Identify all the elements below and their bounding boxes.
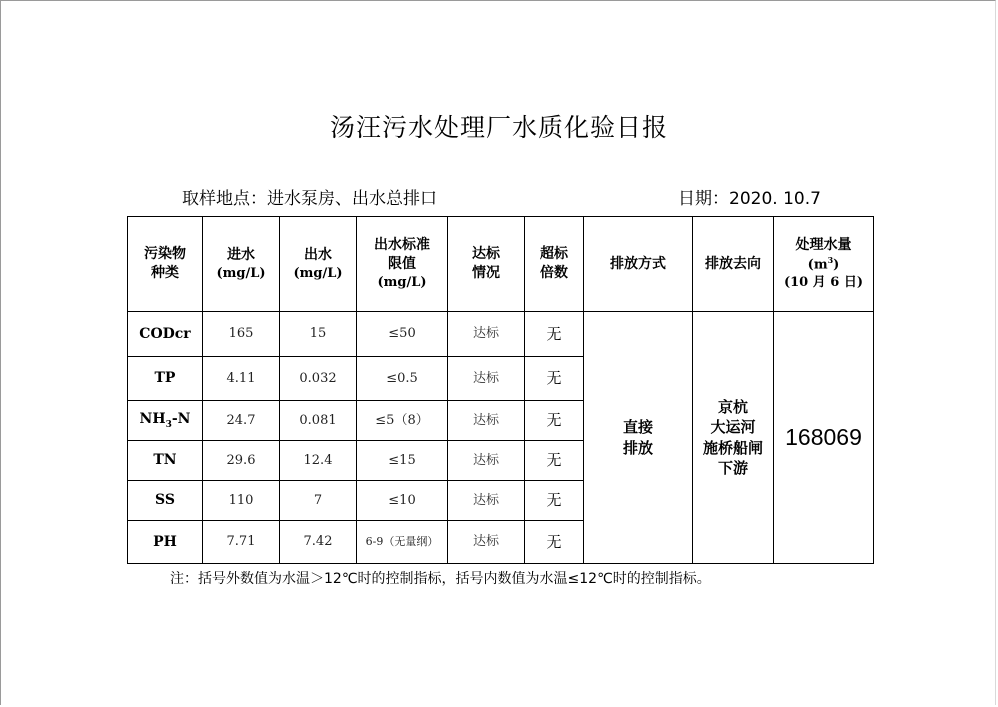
header-discharge-destination: 排放去向 xyxy=(693,217,774,312)
inflow-value: 4.11 xyxy=(203,357,280,401)
limit-value: 6-9（无量纲） xyxy=(357,521,448,564)
table-row xyxy=(128,312,874,357)
header-volume-unit xyxy=(774,255,873,274)
report-title: 汤汪污水处理厂水质化验日报 xyxy=(329,113,668,142)
inflow-value: 29.6 xyxy=(203,441,280,481)
header-volume-date: (10 月 6 日) xyxy=(783,275,864,291)
header-pollutant xyxy=(128,217,203,312)
discharge-method xyxy=(584,312,693,564)
excess-value: 无 xyxy=(525,481,584,521)
compliance-status: 达标 xyxy=(448,521,525,564)
inflow-value: 7.71 xyxy=(203,521,280,564)
header-row xyxy=(128,217,874,312)
compliance-status: 达标 xyxy=(448,481,525,521)
pollutant-name-suffix: -N xyxy=(171,411,191,428)
inflow-value: 165 xyxy=(203,312,280,357)
discharge-method-line2: 排放 xyxy=(622,438,653,457)
compliance-status: 达标 xyxy=(448,401,525,441)
inflow-value: 110 xyxy=(203,481,280,521)
header-limit-line1: 出水标准 xyxy=(374,237,430,254)
header-outflow-unit: (mg/L) xyxy=(293,265,343,281)
pollutant-name: CODcr xyxy=(128,312,203,357)
water-quality-table xyxy=(127,216,874,564)
pollutant-name-main: NH xyxy=(139,411,166,428)
excess-value: 无 xyxy=(525,521,584,564)
header-volume-label: 处理水量 xyxy=(795,237,852,254)
sampling-value: 进水泵房、出水总排口 xyxy=(267,189,437,209)
date-label: 日期 xyxy=(678,189,712,209)
header-limit xyxy=(357,217,448,312)
compliance-status: 达标 xyxy=(448,441,525,481)
header-inflow xyxy=(203,217,280,312)
pollutant-name: TN xyxy=(128,441,203,481)
header-volume-unit-prefix: (m xyxy=(807,257,828,273)
header-volume-unit-suffix: ) xyxy=(833,257,840,273)
header-compliance xyxy=(448,217,525,312)
header-volume xyxy=(774,217,874,312)
pollutant-name xyxy=(128,401,203,441)
sampling-separator: ： xyxy=(250,189,267,209)
header-compliance-line1: 达标 xyxy=(472,246,500,263)
header-compliance-line2: 情况 xyxy=(472,265,500,281)
excess-value: 无 xyxy=(525,357,584,401)
discharge-destination-line2: 大运河 xyxy=(710,418,756,437)
compliance-status: 达标 xyxy=(448,312,525,357)
outflow-value: 15 xyxy=(280,312,357,357)
header-inflow-line1: 进水 xyxy=(227,246,255,263)
outflow-value: 0.081 xyxy=(280,401,357,441)
limit-value: ≤5（8） xyxy=(357,401,448,441)
excess-value: 无 xyxy=(525,312,584,357)
header-pollutant-line2: 种类 xyxy=(151,265,179,281)
sampling-location xyxy=(182,184,437,209)
date-separator: ： xyxy=(712,189,729,209)
limit-value: ≤15 xyxy=(357,441,448,481)
header-excess xyxy=(525,217,584,312)
discharge-method-line1: 直接 xyxy=(622,418,653,437)
date-value: 2020. 10.7 xyxy=(729,189,821,209)
header-outflow-line1: 出水 xyxy=(304,246,332,263)
excess-value: 无 xyxy=(525,441,584,481)
header-discharge-method: 排放方式 xyxy=(584,217,693,312)
inflow-value: 24.7 xyxy=(203,401,280,441)
compliance-status: 达标 xyxy=(448,357,525,401)
outflow-value: 12.4 xyxy=(280,441,357,481)
footnote: 注：括号外数值为水温＞12℃时的控制指标，括号内数值为水温≤12℃时的控制指标。 xyxy=(170,571,711,587)
header-limit-line2: 限值 xyxy=(388,256,416,273)
treated-volume: 168069 xyxy=(774,312,874,564)
outflow-value: 7.42 xyxy=(280,521,357,564)
excess-value: 无 xyxy=(525,401,584,441)
pollutant-name: SS xyxy=(128,481,203,521)
header-excess-line1: 超标 xyxy=(540,246,568,263)
sampling-label: 取样地点 xyxy=(182,189,250,209)
discharge-destination xyxy=(693,312,774,564)
header-volume-unit-sup: 3 xyxy=(827,255,834,266)
discharge-destination-line3: 施桥船闸 xyxy=(702,438,763,457)
header-excess-line2: 倍数 xyxy=(540,265,568,281)
discharge-destination-line4: 下游 xyxy=(717,458,748,477)
limit-value: ≤0.5 xyxy=(357,357,448,401)
pollutant-name: PH xyxy=(128,521,203,564)
pollutant-name-subscript: 3 xyxy=(165,419,172,430)
discharge-destination-line1: 京杭 xyxy=(717,398,748,416)
header-outflow xyxy=(280,217,357,312)
report-date xyxy=(678,184,821,209)
header-inflow-unit: (mg/L) xyxy=(216,265,266,281)
pollutant-name: TP xyxy=(128,357,203,401)
header-limit-unit: (mg/L) xyxy=(377,275,427,291)
outflow-value: 7 xyxy=(280,481,357,521)
header-pollutant-line1: 污染物 xyxy=(144,246,186,263)
limit-value: ≤10 xyxy=(357,481,448,521)
limit-value: ≤50 xyxy=(357,312,448,357)
outflow-value: 0.032 xyxy=(280,357,357,401)
